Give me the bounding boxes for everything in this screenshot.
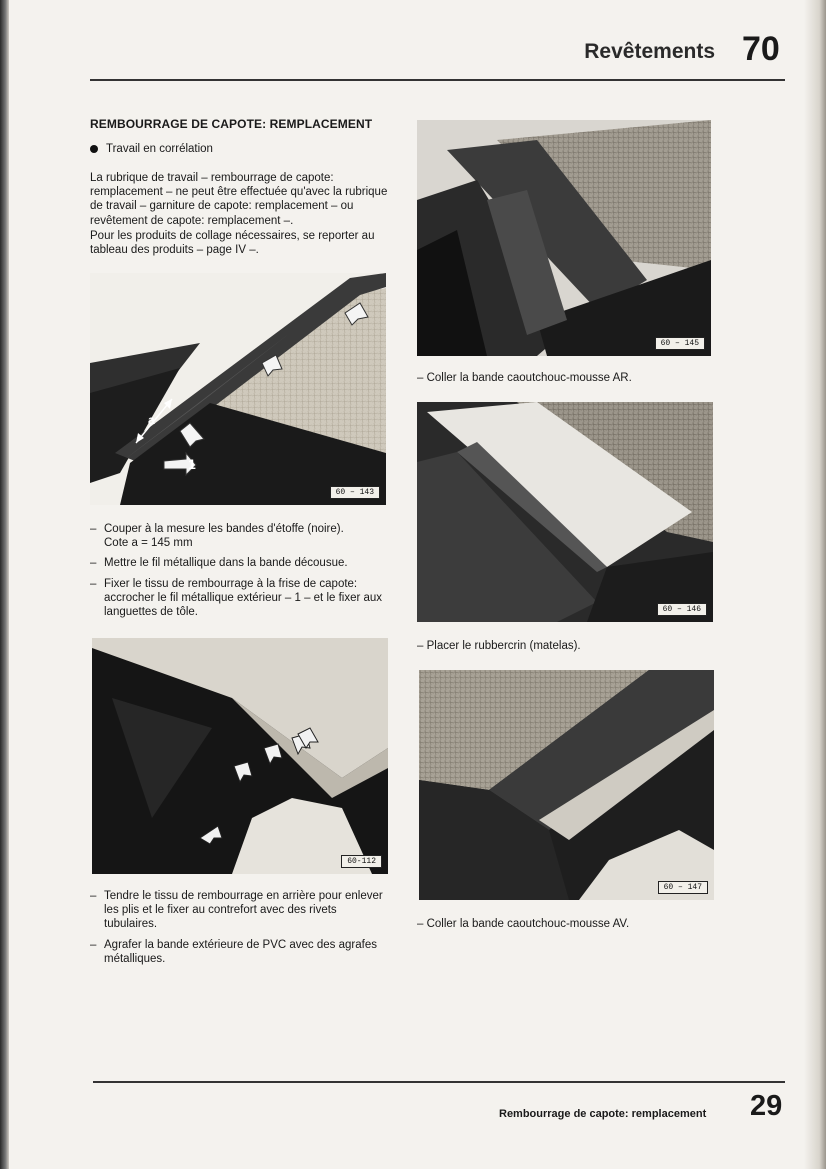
bullet-dot-icon [90, 145, 98, 153]
header-rule [90, 79, 785, 81]
photo-60-147 [419, 670, 714, 900]
bullet-text: Travail en corrélation [106, 143, 213, 155]
caption-60-146: – Placer le rubbercrin (matelas). [417, 640, 581, 652]
figure-label-60-143: 60 – 143 [330, 486, 380, 499]
figure-label-60-112: 60-112 [341, 855, 382, 868]
chapter-number: 70 [742, 30, 780, 68]
step-text: Mettre le fil métallique dans la bande décousue. [104, 557, 348, 570]
caption-60-147: – Coller la bande caoutchouc-mousse AV. [417, 918, 630, 930]
callout-a: a [148, 413, 155, 427]
footer-rule [93, 1081, 785, 1083]
photo-60-145 [417, 120, 711, 356]
photo-60-143 [90, 273, 386, 505]
header-title: Revêtements [584, 40, 715, 63]
figure-label-60-146: 60 – 146 [657, 603, 707, 616]
photo-60-146-image [417, 402, 713, 622]
step-text: Agrafer la bande extérieure de PVC avec des agrafes métalliques. [104, 938, 377, 965]
step-tension-fabric: – Tendre le tissu de rembourrage en arrière pour enlever les plis et le fixer au contrefort avec des rivets tubulaires. [90, 889, 390, 932]
photo-60-147-image [419, 670, 714, 900]
photo-60-112-image [92, 638, 388, 874]
page-binding-edge [0, 0, 9, 1169]
intro-paragraph: La rubrique de travail – rembourrage de capote: remplacement – ne peut être effectuée qu'avec la rubrique de travail – garniture de capote: remplacement – ou revêtement de capote: remplacement –. [90, 172, 388, 227]
photo-60-146 [417, 402, 713, 622]
callout-1: 1 [188, 456, 196, 472]
step-fix-fabric: – Fixer le tissu de rembourrage à la frise de capote: accrocher le fil métallique extérieur – 1 – et le fixer aux languettes de tôle. [90, 577, 390, 620]
step-subtext: accrocher le fil métallique extérieur – 1 – et le fixer aux languettes de tôle. [104, 591, 383, 619]
footer-title: Rembourrage de capote: remplacement [499, 1108, 707, 1120]
step-cut-bands: – Couper à la mesure les bandes d'étoffe (noire). Cote a = 145 mm [90, 522, 390, 550]
photo-60-112 [92, 638, 388, 874]
step-text: Fixer le tissu de rembourrage à la frise de capote: [104, 577, 358, 590]
step-insert-wire: – Mettre le fil métallique dans la bande décousue. [90, 556, 390, 570]
step-text: Tendre le tissu de rembourrage en arrière pour enlever les plis et le fixer au contrefort avec des rivets tubulaires. [104, 890, 383, 931]
step-text: Couper à la mesure les bandes d'étoffe (noire). [104, 523, 344, 535]
page-number: 29 [750, 1090, 783, 1122]
photo-60-143-image [90, 273, 386, 505]
page-right-edge [804, 0, 826, 1169]
figure-label-60-145: 60 – 145 [655, 337, 705, 350]
caption-60-145: – Coller la bande caoutchouc-mousse AR. [417, 372, 632, 384]
products-paragraph: Pour les produits de collage nécessaires, se reporter au tableau des produits – page IV –. [90, 230, 375, 257]
steps-list-a [90, 522, 390, 625]
section-heading: REMBOURRAGE DE CAPOTE: REMPLACEMENT [90, 117, 373, 131]
step-subtext: Cote a = 145 mm [104, 537, 193, 550]
bullet-item [90, 143, 213, 155]
step-staple-pvc: – Agrafer la bande extérieure de PVC avec des agrafes métalliques. [90, 938, 390, 966]
photo-60-145-image [417, 120, 711, 356]
steps-list-b [90, 889, 390, 972]
figure-label-60-147: 60 – 147 [658, 881, 708, 894]
